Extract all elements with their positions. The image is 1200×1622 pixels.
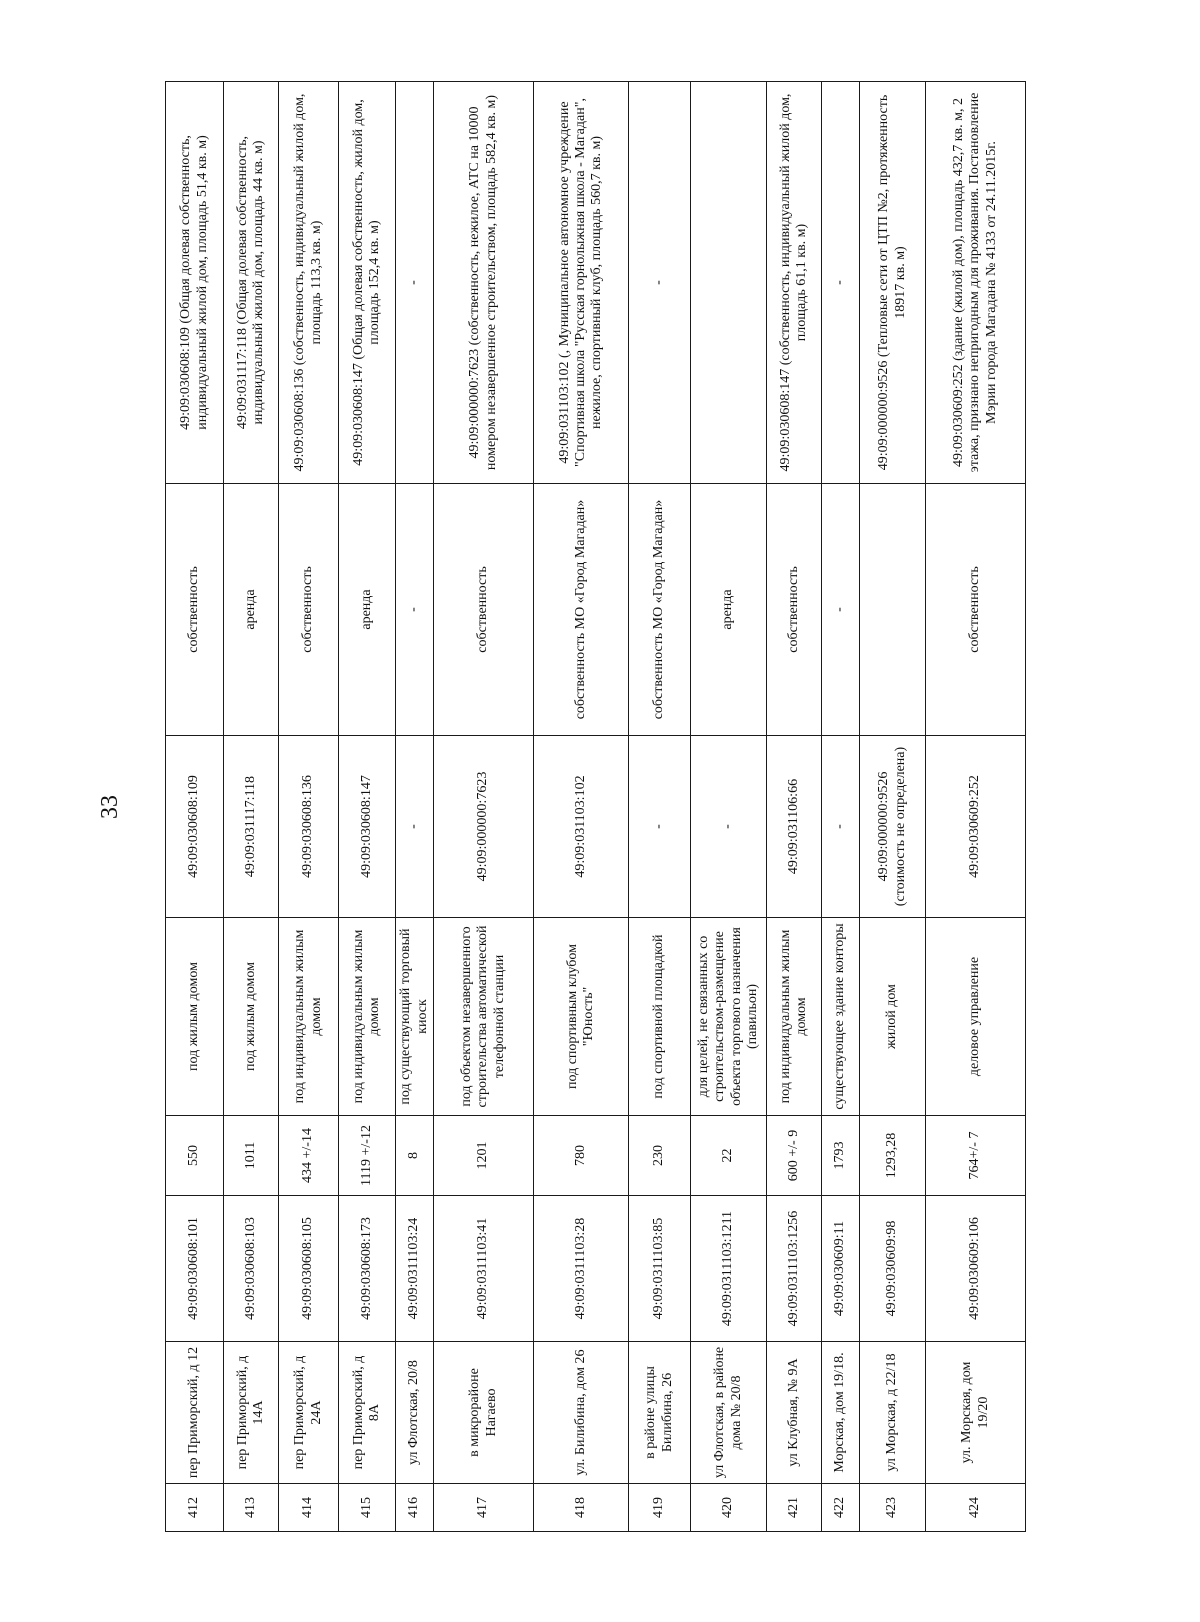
right-type-cell: - [396,484,434,736]
address-cell: Морская, дом 19/18. [822,1342,860,1484]
table-row [767,82,822,1532]
object-number-cell: - [396,736,434,918]
cadastral-number-cell: 49:09:0311103:1211 [691,1196,767,1342]
table-row [629,82,691,1532]
permitted-use-cell: под спортивным клубом "Юность" [534,918,629,1116]
object-info-cell: 49:09:030609:252 (здание (жилой дом), площадь 432,7 кв. м, 2 этажа, признано непригодным для проживания. Постановление Мэрии города Магадана № 4133 от 24.11.2015г. [926,82,1026,484]
row-number: 417 [434,1484,534,1532]
object-info-cell: 49:09:030608:136 (собственность, индивидуальный жилой дом, площадь 113,3 кв. м) [279,82,339,484]
object-info-cell: 49:09:030608:109 (Общая долевая собственность, индивидуальный жилой дом, площадь 51,4 кв. м) [166,82,224,484]
row-number: 420 [691,1484,767,1532]
row-number: 415 [339,1484,396,1532]
permitted-use-cell: под жилым домом [224,918,279,1116]
permitted-use-cell: деловое управление [926,918,1026,1116]
address-cell: пер Приморский, д 14А [224,1342,279,1484]
address-cell: ул Флотская, 20/8 [396,1342,434,1484]
area-cell: 22 [691,1116,767,1196]
permitted-use-cell: под спортивной площадкой [629,918,691,1116]
right-type-cell: собственность [926,484,1026,736]
permitted-use-cell: под существующий торговый киоск [396,918,434,1116]
address-cell: ул. Морская, дом 19/20 [926,1342,1026,1484]
cadastral-number-cell: 49:09:030609:11 [822,1196,860,1342]
object-number-cell: 49:09:030608:147 [339,736,396,918]
permitted-use-cell: под жилым домом [166,918,224,1116]
area-cell: 1293,28 [860,1116,926,1196]
row-number: 421 [767,1484,822,1532]
row-number: 422 [822,1484,860,1532]
object-number-cell: 49:09:000000:7623 [434,736,534,918]
cadastral-number-cell: 49:09:030608:101 [166,1196,224,1342]
address-cell: ул Клубная, № 9А [767,1342,822,1484]
cadastral-number-cell: 49:09:030609:106 [926,1196,1026,1342]
permitted-use-cell: под индивидуальным жилым домом [767,918,822,1116]
area-cell: 764+/- 7 [926,1116,1026,1196]
object-number-cell: - [691,736,767,918]
address-cell: пер Приморский, д 12 [166,1342,224,1484]
object-info-cell: - [822,82,860,484]
object-number-cell: 49:09:030608:109 [166,736,224,918]
row-number: 418 [534,1484,629,1532]
object-number-cell: - [629,736,691,918]
right-type-cell: собственность [767,484,822,736]
page-number: 33 [97,795,123,819]
row-number: 419 [629,1484,691,1532]
registry-table-container [165,82,1025,1532]
cadastral-number-cell: 49:09:030608:103 [224,1196,279,1342]
object-info-cell: 49:09:030608:147 (собственность, индивидуальный жилой дом, площадь 61,1 кв. м) [767,82,822,484]
permitted-use-cell: существующее здание конторы [822,918,860,1116]
right-type-cell: собственность МО «Город Магадан» [629,484,691,736]
object-info-cell: 49:09:000000:7623 (собственность, нежилое, АТС на 10000 номером незавершенное строительством, площадь 582,4 кв. м) [434,82,534,484]
object-number-cell: 49:09:030609:252 [926,736,1026,918]
object-info-cell: 49:09:000000:9526 (Тепловые сети от ЦТП №2, протяженность 18917 кв. м) [860,82,926,484]
right-type-cell: собственность [434,484,534,736]
cadastral-number-cell: 49:09:0311103:41 [434,1196,534,1342]
object-info-cell: - [629,82,691,484]
cadastral-number-cell: 49:09:030609:98 [860,1196,926,1342]
right-type-cell: аренда [691,484,767,736]
right-type-cell [860,484,926,736]
right-type-cell: - [822,484,860,736]
object-number-cell: 49:09:000000:9526 (стоимость не определена) [860,736,926,918]
right-type-cell: собственность [279,484,339,736]
permitted-use-cell: под объектом незавершенного строительства автоматической телефонной станции [434,918,534,1116]
area-cell: 230 [629,1116,691,1196]
cadastral-number-cell: 49:09:0311103:24 [396,1196,434,1342]
permitted-use-cell: жилой дом [860,918,926,1116]
area-cell: 1119 +/-12 [339,1116,396,1196]
area-cell: 550 [166,1116,224,1196]
table-row [396,82,434,1532]
area-cell: 1793 [822,1116,860,1196]
cadastral-number-cell: 49:09:0311103:28 [534,1196,629,1342]
address-cell: пер Приморский, д 24А [279,1342,339,1484]
object-number-cell: 49:09:031103:102 [534,736,629,918]
address-cell: пер Приморский, д 8А [339,1342,396,1484]
table-row [691,82,767,1532]
address-cell: ул Флотская, в районе дома № 20/8 [691,1342,767,1484]
permitted-use-cell: под индивидуальным жилым домом [279,918,339,1116]
table-row [166,82,224,1532]
table-row [434,82,534,1532]
object-number-cell: - [822,736,860,918]
object-info-cell: 49:09:031117:118 (Общая долевая собственность, индивидуальный жилой дом, площадь 44 кв. м) [224,82,279,484]
table-row [860,82,926,1532]
table-row [224,82,279,1532]
permitted-use-cell: для целей, не связанных со строительством-размещение объекта торгового назначения (павильон) [691,918,767,1116]
right-type-cell: собственность МО «Город Магадан» [534,484,629,736]
row-number: 424 [926,1484,1026,1532]
address-cell: в районе улицы Билибина, 26 [629,1342,691,1484]
cadastral-number-cell: 49:09:030608:105 [279,1196,339,1342]
table-row [926,82,1026,1532]
permitted-use-cell: под индивидуальным жилым домом [339,918,396,1116]
area-cell: 600 +/- 9 [767,1116,822,1196]
address-cell: ул Морская, д 22/18 [860,1342,926,1484]
table-row [534,82,629,1532]
table-row [339,82,396,1532]
right-type-cell: аренда [224,484,279,736]
row-number: 414 [279,1484,339,1532]
table-row [279,82,339,1532]
land-registry-table [165,81,1026,1532]
row-number: 413 [224,1484,279,1532]
row-number: 416 [396,1484,434,1532]
cadastral-number-cell: 49:09:0311103:1256 [767,1196,822,1342]
object-info-cell: 49:09:030608:147 (Общая долевая собственность, жилой дом, площадь 152,4 кв. м) [339,82,396,484]
object-info-cell: - [396,82,434,484]
object-number-cell: 49:09:031117:118 [224,736,279,918]
address-cell: в микрорайоне Нагаево [434,1342,534,1484]
area-cell: 1011 [224,1116,279,1196]
object-number-cell: 49:09:031106:66 [767,736,822,918]
area-cell: 8 [396,1116,434,1196]
object-info-cell [691,82,767,484]
object-info-cell: 49:09:031103:102 (, Муниципальное автономное учреждение "Спортивная школа "Русская горнолыжная школа - Магадан", нежилое, спортивный клуб, площадь 560,7 кв. м) [534,82,629,484]
cadastral-number-cell: 49:09:0311103:85 [629,1196,691,1342]
table-row [822,82,860,1532]
right-type-cell: аренда [339,484,396,736]
row-number: 412 [166,1484,224,1532]
right-type-cell: собственность [166,484,224,736]
row-number: 423 [860,1484,926,1532]
object-number-cell: 49:09:030608:136 [279,736,339,918]
area-cell: 1201 [434,1116,534,1196]
area-cell: 780 [534,1116,629,1196]
address-cell: ул. Билибина, дом 26 [534,1342,629,1484]
cadastral-number-cell: 49:09:030608:173 [339,1196,396,1342]
area-cell: 434 +/-14 [279,1116,339,1196]
